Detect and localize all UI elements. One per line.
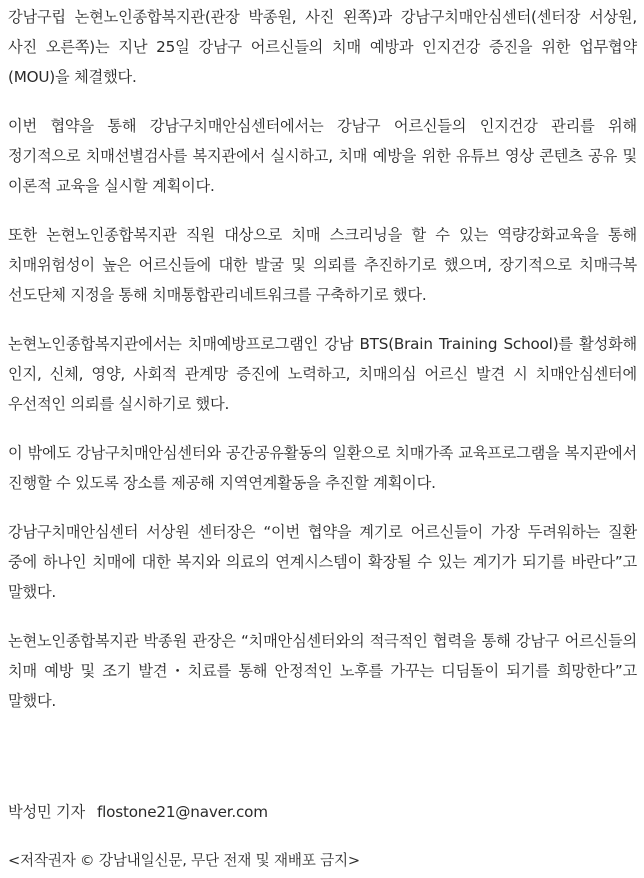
article-paragraph-3: 또한 논현노인종합복지관 직원 대상으로 치매 스크리닝을 할 수 있는 역량강화교육을 통해 치매위험성이 높은 어르신들에 대한 발굴 및 의뢰를 추진하기로 했으며, 장기적으로 치매극복 선도단체 지정을 통해 치매통합관리네트워크를 구축하기로 했다.	[8, 226, 637, 304]
copyright-notice: <저작권자 © 강남내일신문, 무단 전재 및 재배포 금지>	[8, 852, 360, 869]
article-paragraph-4: 논현노인종합복지관에서는 치매예방프로그램인 강남 BTS(Brain Training School)를 활성화해 인지, 신체, 영양, 사회적 관계망 증진에 노력하고, 치매의심 어르신 발견 시 치매안심센터에 우선적인 의뢰를 실시하기로 했다.	[8, 335, 637, 413]
byline	[8, 797, 268, 827]
reporter-name: 박성민 기자	[8, 803, 85, 821]
article-paragraph-5: 이 밖에도 강남구치매안심센터와 공간공유활동의 일환으로 치매가족 교육프로그램을 복지관에서 진행할 수 있도록 장소를 제공해 지역연계활동을 추진할 계획이다.	[8, 444, 637, 492]
article-paragraph-6: 강남구치매안심센터 서상원 센터장은 “이번 협약을 계기로 어르신들이 가장 두려워하는 질환 중에 하나인 치매에 대한 복지와 의료의 연계시스템이 확장될 수 있는 계기가 되기를 바란다”고 말했다.	[8, 523, 637, 601]
article-paragraph-7: 논현노인종합복지관 박종원 관장은 “치매안심센터와의 적극적인 협력을 통해 강남구 어르신들의 치매 예방 및 조기 발견・치료를 통해 안정적인 노후를 가꾸는 디딤돌이 되기를 희망한다”고 말했다.	[8, 632, 637, 710]
article-paragraph-2: 이번 협약을 통해 강남구치매안심센터에서는 강남구 어르신들의 인지건강 관리를 위해 정기적으로 치매선별검사를 복지관에서 실시하고, 치매 예방을 위한 유튜브 영상 콘텐츠 공유 및 이론적 교육을 실시할 계획이다.	[8, 117, 637, 195]
article-paragraph-1: 강남구립 논현노인종합복지관(관장 박종원, 사진 왼쪽)과 강남구치매안심센터(센터장 서상원, 사진 오른쪽)는 지난 25일 강남구 어르신들의 치매 예방과 인지건강 증진을 위한 업무협약(MOU)을 체결했다.	[8, 8, 637, 86]
reporter-email[interactable]: flostone21@naver.com	[96, 803, 268, 821]
